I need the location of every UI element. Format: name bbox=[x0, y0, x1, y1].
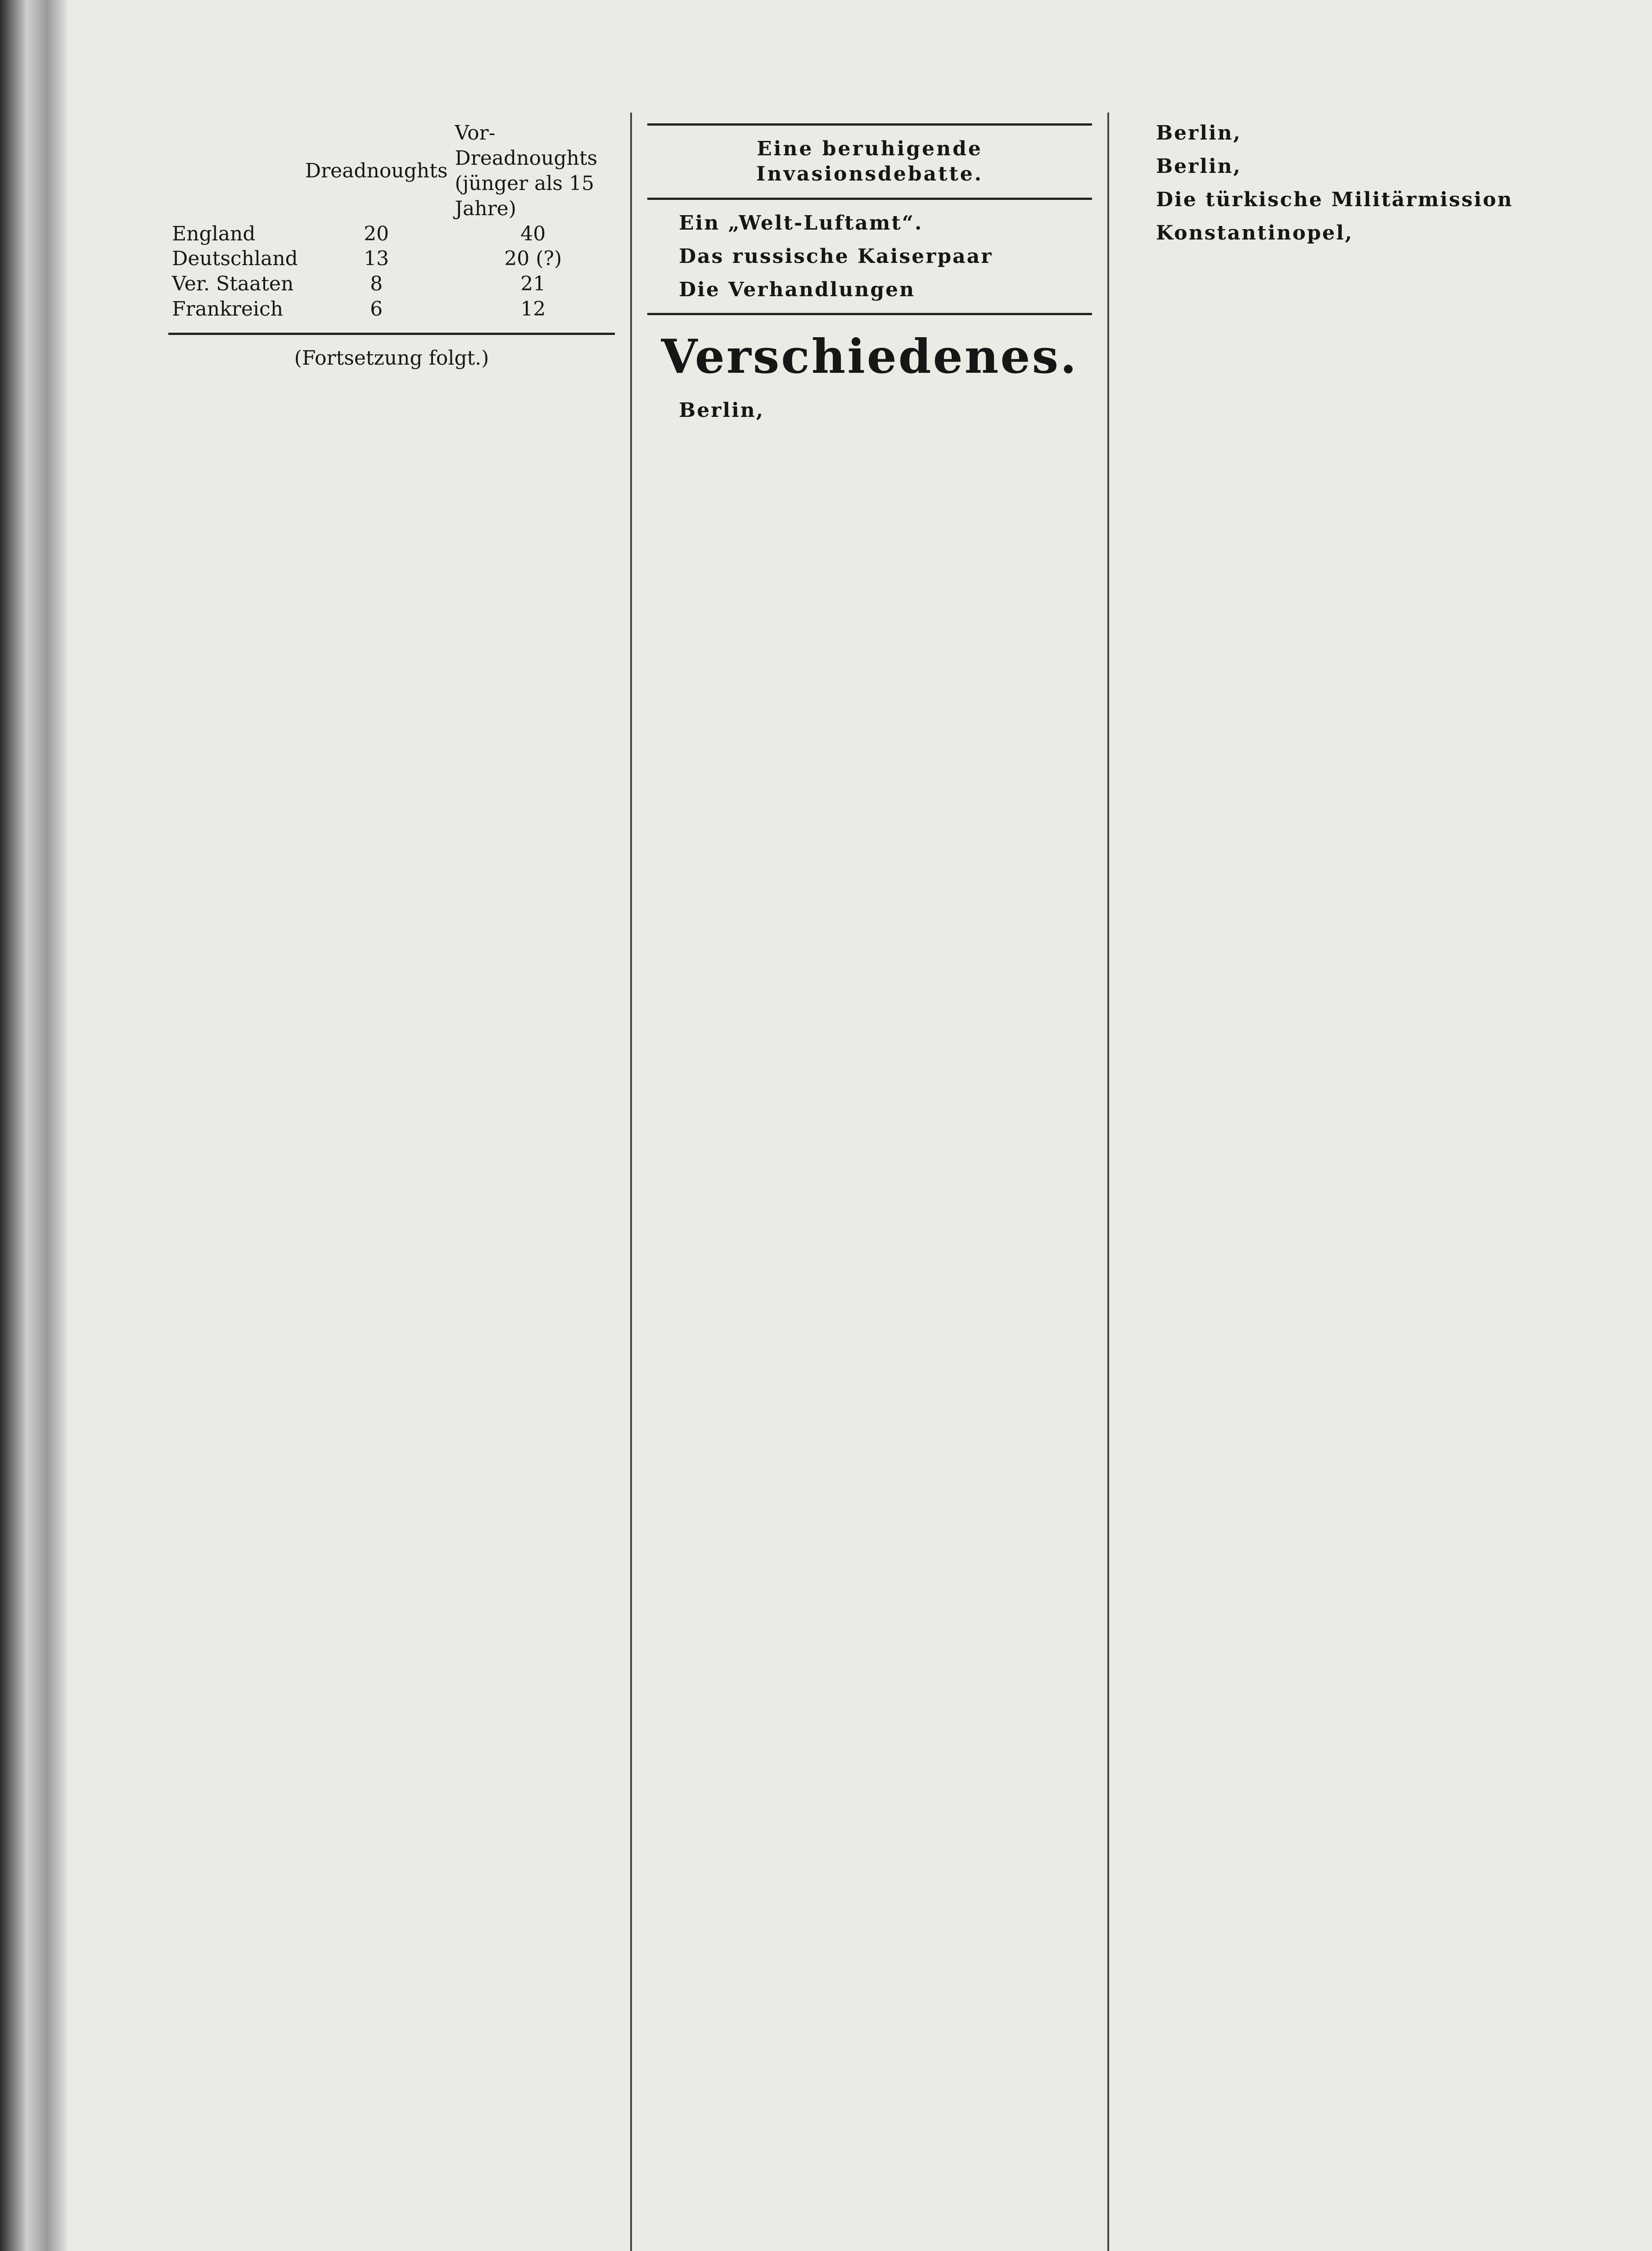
table-header bbox=[168, 121, 302, 221]
table-cell: 20 (?) bbox=[504, 247, 562, 271]
table-cell: 8 bbox=[370, 272, 383, 296]
section-heading: Verschiedenes. bbox=[661, 329, 1079, 384]
table-cell: 40 bbox=[520, 222, 546, 245]
table-header: Vor-Dreadnoughts (jünger als 15 Jahre) bbox=[455, 122, 598, 220]
news-item-label: Berlin, bbox=[1156, 154, 1242, 178]
news-item bbox=[647, 211, 1092, 236]
table-cell: 6 bbox=[370, 298, 383, 321]
news-item-label: Berlin, bbox=[679, 399, 765, 422]
news-item bbox=[647, 244, 1092, 269]
table-cell: Frankreich bbox=[172, 298, 283, 321]
newspaper-page bbox=[68, 0, 1652, 2251]
section-divider bbox=[647, 123, 1092, 126]
column-3 bbox=[1107, 113, 1584, 2251]
news-item-label: Konstantinopel, bbox=[1156, 221, 1354, 244]
news-item bbox=[1124, 121, 1569, 146]
table-row bbox=[168, 297, 615, 322]
news-item bbox=[647, 398, 1092, 423]
news-item-label: Berlin, bbox=[1156, 122, 1242, 145]
table-cell: Deutschland bbox=[172, 247, 298, 271]
section-divider bbox=[647, 198, 1092, 200]
news-item-label: Ein „Welt-Luftamt“. bbox=[679, 211, 923, 235]
table-cell: Ver. Staaten bbox=[172, 272, 294, 296]
news-item-label: Das russische Kaiserpaar bbox=[679, 244, 993, 268]
news-item bbox=[1124, 221, 1569, 246]
news-item bbox=[1124, 154, 1569, 179]
fleet-comparison-table bbox=[168, 121, 615, 322]
column-1 bbox=[153, 113, 630, 2251]
table-row bbox=[168, 246, 615, 271]
table-cell: 20 bbox=[364, 222, 389, 245]
news-item bbox=[647, 277, 1092, 303]
table-row bbox=[168, 221, 615, 247]
table-row bbox=[168, 271, 615, 297]
table-header: Dreadnoughts bbox=[305, 159, 448, 182]
section-divider bbox=[647, 313, 1092, 315]
book-binding-edge bbox=[0, 0, 68, 2251]
page-columns bbox=[153, 113, 1611, 2251]
column-2 bbox=[630, 113, 1107, 2251]
table-cell: England bbox=[172, 222, 256, 245]
table-cell: 13 bbox=[364, 247, 389, 271]
section-divider bbox=[168, 333, 615, 335]
news-item-label: Die Verhandlungen bbox=[679, 278, 916, 301]
news-item bbox=[1124, 187, 1569, 212]
news-item-label: Die türkische Militärmission bbox=[1156, 188, 1513, 211]
serial-continued-note: (Fortsetzung folgt.) bbox=[294, 347, 489, 370]
table-cell: 12 bbox=[520, 298, 546, 321]
article-heading: Eine beruhigende Invasionsdebatte. bbox=[756, 137, 984, 185]
table-cell: 21 bbox=[520, 272, 546, 296]
table-header-row bbox=[168, 121, 615, 221]
